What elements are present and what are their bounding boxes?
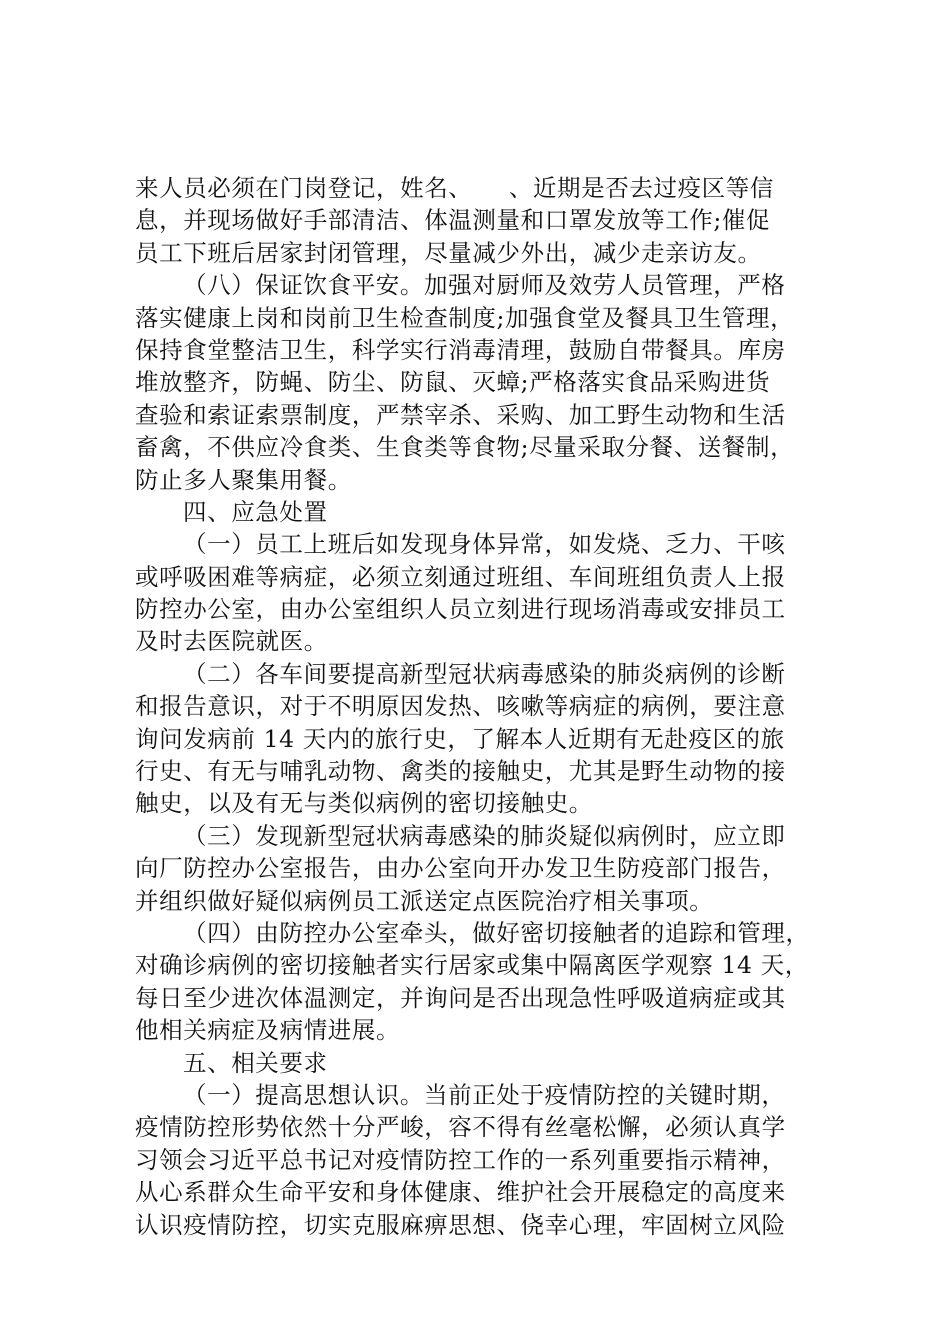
body-text	[135, 172, 835, 1241]
text-line: 认识疫情防控，切实克服麻痹思想、侥幸心理，牢固树立风险	[135, 1210, 786, 1239]
paragraph-start-line: （四）由防控办公室牵头，做好密切接触者的追踪和管理，	[183, 918, 810, 947]
text-line: 行史、有无与哺乳动物、禽类的接触史，尤其是野生动物的接	[135, 757, 786, 786]
text-line: 每日至少进次体温测定，并询问是否出现急性呼吸道病症或其	[135, 983, 786, 1012]
text-line: 和报告意识，对于不明原因发热、咳嗽等病症的病例，要注意	[135, 692, 786, 721]
text-line: 询问发病前 14 天内的旅行史，了解本人近期有无赴疫区的旅	[135, 724, 785, 753]
paragraph-start-line: （三）发现新型冠状病毒感染的肺炎疑似病例时，应立即	[183, 821, 786, 850]
text-line: 向厂防控办公室报告，由办公室向开办发卫生防疫部门报告，	[135, 854, 786, 883]
text-line: 查验和索证索票制度，严禁宰杀、采购、加工野生动物和生活	[135, 400, 786, 429]
text-line: 他相关病症及病情进展。	[135, 1016, 401, 1045]
text-line: 触史，以及有无与类似病例的密切接触史。	[135, 789, 593, 818]
text-line: 并组织做好疑似病例员工派送定点医院治疗相关事项。	[135, 886, 714, 915]
text-line: 保持食堂整洁卫生，科学实行消毒清理，鼓励自带餐具。库房	[135, 335, 786, 364]
paragraph-start-line: （八）保证饮食平安。加强对厨师及效劳人员管理，严格	[183, 271, 786, 300]
text-line: 习领会习近平总书记对疫情防控工作的一系列重要指示精神，	[135, 1145, 786, 1174]
text-line: 疫情防控形势依然十分严峻，容不得有丝毫松懈，必须认真学	[135, 1113, 786, 1142]
text-line: 防控办公室，由办公室组织人员立刻进行现场消毒或安排员工	[135, 595, 786, 624]
text-line: 来人员必须在门岗登记，姓名、 、近期是否去过疫区等信	[135, 174, 774, 202]
text-line: 防止多人聚集用餐。	[135, 465, 352, 494]
text-line: 员工下班后居家封闭管理，尽量减少外出，减少走亲访友。	[135, 238, 762, 267]
paragraph-start-line: （二）各车间要提高新型冠状病毒感染的肺炎病例的诊断	[183, 659, 786, 688]
text-line: 畜禽，不供应冷食类、生食类等食物;尽量采取分餐、送餐制，	[135, 433, 795, 462]
text-line: 堆放整齐，防蝇、防尘、防鼠、灭蟑;严格落实食品采购进货	[135, 368, 771, 397]
section-heading: 四、应急处置	[183, 497, 328, 526]
paragraph-start-line: （一）员工上班后如发现身体异常，如发烧、乏力、干咳	[183, 530, 786, 559]
section-heading: 五、相关要求	[183, 1048, 328, 1077]
text-line: 从心系群众生命平安和身体健康、维护社会开展稳定的高度来	[135, 1178, 786, 1207]
text-line: 落实健康上岗和岗前卫生检查制度;加强食堂及餐具卫生管理，	[135, 303, 795, 332]
text-line: 对确诊病例的密切接触者实行居家或集中隔离医学观察 14 天，	[135, 951, 809, 980]
paragraph-start-line: （一）提高思想认识。当前正处于疫情防控的关键时期，	[183, 1080, 786, 1109]
text-line: 息，并现场做好手部清洁、体温测量和口罩发放等工作;催促	[135, 206, 771, 235]
text-line: 或呼吸困难等病症，必须立刻通过班组、车间班组负责人上报	[135, 562, 786, 591]
text-line: 及时去医院就医。	[135, 627, 328, 656]
